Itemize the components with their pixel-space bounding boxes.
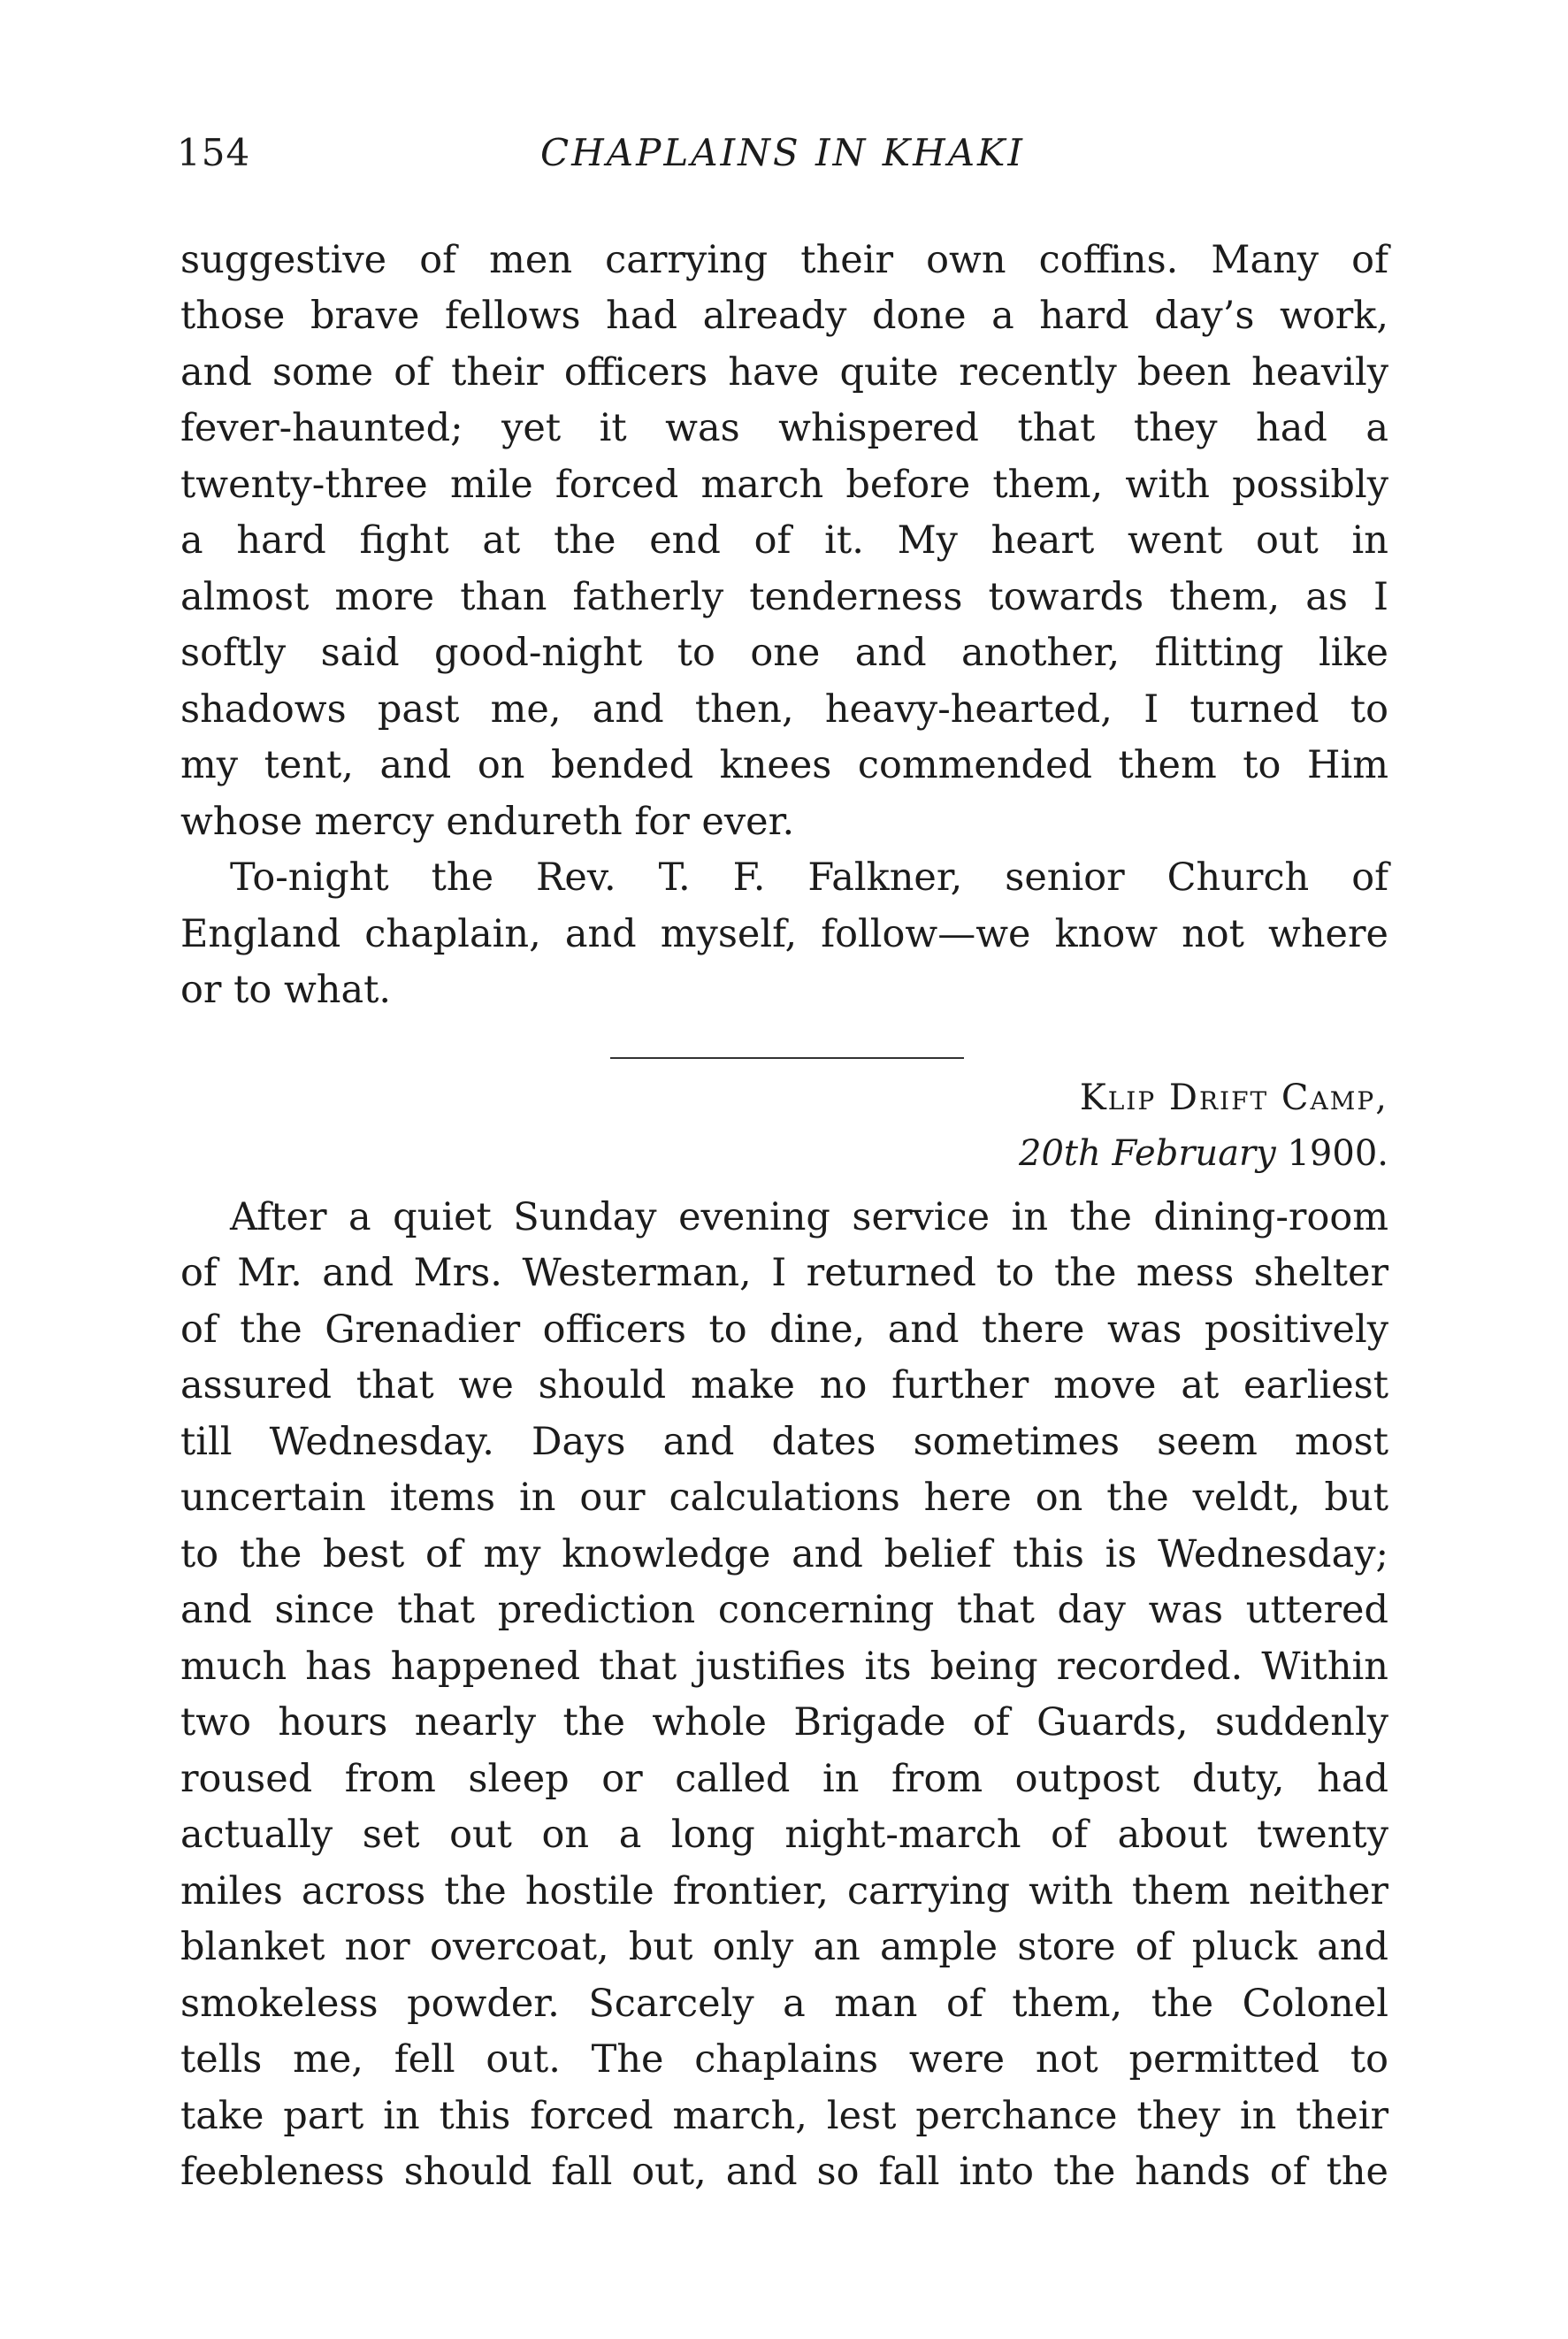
text-line: and since that prediction concerning that day was uttered: [180, 1588, 1388, 1632]
dateline-date: [1019, 1128, 1388, 1179]
text-line: whose mercy endureth for ever.: [180, 800, 795, 844]
text-line: actually set out on a long night-march of about twenty: [180, 1813, 1388, 1857]
text-line: those brave fellows had already done a hard day’s work,: [180, 294, 1388, 338]
text-line: smokeless powder. Scarcely a man of them, the Colonel: [180, 1982, 1388, 2026]
dateline-place: Klip Drift Camp,: [1079, 1077, 1388, 1118]
section-divider: [610, 1057, 964, 1059]
text-line: almost more than fatherly tenderness towards them, as I: [180, 575, 1388, 619]
text-line: uncertain items in our calculations here on the veldt, but: [180, 1476, 1388, 1520]
text-line: tells me, fell out. The chaplains were not permitted to: [180, 2037, 1388, 2082]
text-line: After a quiet Sunday evening service in the dining-room: [230, 1195, 1388, 1239]
dateline-day: 20th: [1019, 1133, 1101, 1174]
page-header: [177, 131, 1388, 184]
text-line: take part in this forced march, lest perchance they in their: [180, 2094, 1388, 2138]
page-number: 154: [177, 131, 251, 174]
text-line: shadows past me, and then, heavy-hearted, I turned to: [180, 687, 1388, 732]
text-line: to the best of my knowledge and belief this is Wednesday;: [180, 1532, 1388, 1576]
text-line: and some of their officers have quite recently been heavily: [180, 350, 1388, 395]
text-line: a hard fight at the end of it. My heart went out in: [180, 518, 1388, 563]
text-line: of Mr. and Mrs. Westerman, I returned to the mess shelter: [180, 1251, 1388, 1295]
text-line: or to what.: [180, 968, 392, 1012]
text-line: To-night the Rev. T. F. Falkner, senior Church of: [230, 855, 1388, 900]
text-line: miles across the hostile frontier, carrying with them neither: [180, 1869, 1388, 1913]
text-line: England chaplain, and myself, follow—we know not where: [180, 912, 1388, 956]
text-line: twenty-three mile forced march before them, with possibly: [180, 463, 1388, 507]
text-line: my tent, and on bended knees commended them to Him: [180, 743, 1388, 787]
text-line: two hours nearly the whole Brigade of Guards, suddenly: [180, 1700, 1388, 1745]
text-line: much has happened that justifies its being recorded. Within: [180, 1645, 1388, 1689]
dateline-year: 1900.: [1287, 1133, 1388, 1174]
running-head: CHAPLAINS IN KHAKI: [539, 131, 1026, 174]
text-line: softly said good-night to one and another, flitting like: [180, 631, 1388, 675]
text-line: feebleness should fall out, and so fall into the hands of the: [180, 2150, 1388, 2194]
dateline-month: February: [1112, 1133, 1276, 1174]
text-line: roused from sleep or called in from outpost duty, had: [180, 1757, 1388, 1801]
text-line: fever-haunted; yet it was whispered that they had a: [180, 406, 1388, 450]
text-line: suggestive of men carrying their own coffins. Many of: [180, 238, 1388, 282]
text-line: assured that we should make no further move at earliest: [180, 1363, 1388, 1407]
text-line: till Wednesday. Days and dates sometimes seem most: [180, 1420, 1388, 1464]
text-line: of the Grenadier officers to dine, and there was positively: [180, 1308, 1388, 1352]
text-line: blanket nor overcoat, but only an ample store of pluck and: [180, 1925, 1388, 1969]
